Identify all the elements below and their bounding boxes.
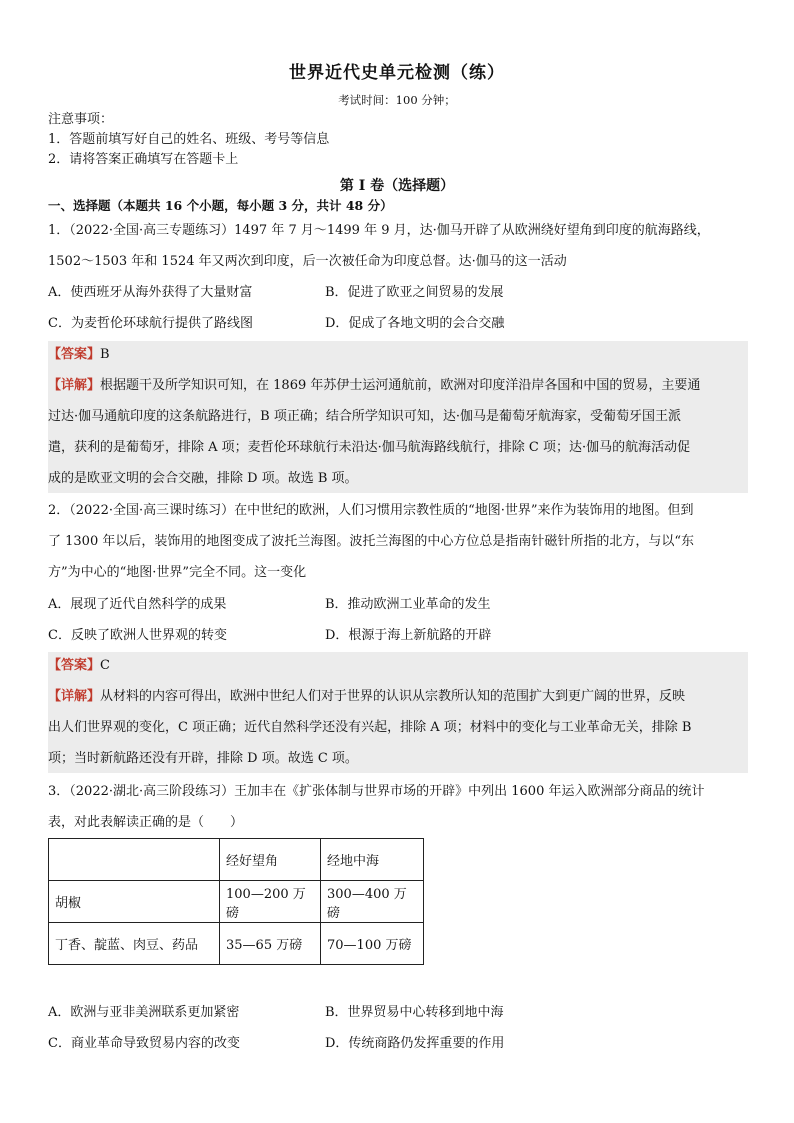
table-header-cell: 经好望角 bbox=[220, 839, 321, 881]
q1-detail-line-4: 成的是欧亚文明的会合交融，排除 D 项。故选 B 项。 bbox=[48, 471, 358, 486]
q1-option-d: D．促成了各地文明的会合交融 bbox=[325, 316, 505, 331]
table-cell: 300—400 万磅 bbox=[321, 881, 424, 923]
q1-detail-line-2: 过达·伽马通航印度的这条航路进行，B 项正确；结合所学知识可知，达·伽马是葡萄牙航海家，受葡萄牙国王派 bbox=[48, 409, 681, 424]
exam-time: 考试时间：100 分钟； bbox=[338, 93, 456, 107]
q1-detail-line-1 bbox=[48, 377, 748, 395]
detail-text: 根据题干及所学知识可知，在 1869 年苏伊士运河通航前，欧洲对印度洋沿岸各国和中国的贸易，主要通 bbox=[100, 378, 701, 393]
statistics-table bbox=[48, 838, 424, 965]
detail-tag: 【详解】 bbox=[48, 689, 101, 704]
q2-stem-line-1: 2．（2022·全国·高三课时练习）在中世纪的欧洲，人们习惯用宗教性质的“地图·世界”来作为装饰用的地图。但到 bbox=[48, 503, 694, 518]
q2-detail-line-1 bbox=[48, 688, 748, 706]
part-title: 一、选择题（本题共 16 个小题，每小题 3 分，共计 48 分） bbox=[48, 198, 393, 213]
q2-option-c: C．反映了欧洲人世界观的转变 bbox=[48, 628, 227, 643]
table-header-cell: 经地中海 bbox=[321, 839, 424, 881]
q2-option-b: B．推动欧洲工业革命的发生 bbox=[325, 597, 491, 612]
table-cell: 丁香、靛蓝、肉豆、药品 bbox=[49, 923, 220, 965]
q1-detail-line-3: 遣，获利的是葡萄牙，排除 A 项；麦哲伦环球航行未沿达·伽马航海路线航行，排除 C 项；达·伽马的航海活动促 bbox=[48, 440, 691, 455]
q2-stem-line-3: 方”为中心的“地图·世界”完全不同。这一变化 bbox=[48, 565, 307, 580]
q2-detail-line-2: 出人们世界观的变化，C 项正确；近代自然科学还没有兴起，排除 A 项；材料中的变化与工业革命无关，排除 B bbox=[48, 720, 692, 735]
q1-stem-line-2: 1502～1503 年和 1524 年又两次到印度，后一次被任命为印度总督。达·伽马的这一活动 bbox=[48, 254, 567, 269]
table-header-cell bbox=[49, 839, 220, 881]
q3-stem-line-2: 表，对此表解读正确的是（ ） bbox=[48, 815, 244, 830]
detail-tag: 【详解】 bbox=[48, 378, 101, 393]
q3-option-d: D．传统商路仍发挥重要的作用 bbox=[325, 1036, 505, 1051]
q3-option-b: B．世界贸易中心转移到地中海 bbox=[325, 1005, 504, 1020]
answer-tag: 【答案】 bbox=[48, 347, 101, 362]
q1-option-b: B．促进了欧亚之间贸易的发展 bbox=[325, 285, 504, 300]
notes-item-2: 2．请将答案正确填写在答题卡上 bbox=[48, 152, 239, 167]
q2-stem-line-2: 了 1300 年以后，装饰用的地图变成了波托兰海图。波托兰海图的中心方位总是指南针磁针所指的北方，与以“东 bbox=[48, 534, 694, 549]
detail-text: 从材料的内容可得出，欧洲中世纪人们对于世界的认识从宗教所认知的范围扩大到更广阔的世界，反映 bbox=[100, 689, 686, 704]
table-cell: 胡椒 bbox=[49, 881, 220, 923]
answer-value: C bbox=[100, 658, 110, 673]
q1-option-a: A．使西班牙从海外获得了大量财富 bbox=[48, 285, 253, 300]
q3-stem-line-1: 3．（2022·湖北·高三阶段练习）王加丰在《扩张体制与世界市场的开辟》中列出 1600 年运入欧洲部分商品的统计 bbox=[48, 784, 705, 799]
notes-item-1: 1．答题前填写好自己的姓名、班级、考号等信息 bbox=[48, 132, 330, 147]
table-header-row bbox=[49, 839, 424, 881]
q1-answer bbox=[48, 346, 748, 364]
q2-option-a: A．展现了近代自然科学的成果 bbox=[48, 597, 227, 612]
q2-detail-line-3: 项；当时新航路还没有开辟，排除 D 项。故选 C 项。 bbox=[48, 751, 358, 766]
section-title: 第 I 卷（选择题） bbox=[339, 178, 455, 194]
answer-tag: 【答案】 bbox=[48, 658, 101, 673]
q2-option-d: D．根源于海上新航路的开辟 bbox=[325, 628, 492, 643]
table-cell: 70—100 万磅 bbox=[321, 923, 424, 965]
q3-option-a: A．欧洲与亚非美洲联系更加紧密 bbox=[48, 1005, 240, 1020]
q1-stem-line-1: 1．（2022·全国·高三专题练习）1497 年 7 月～1499 年 9 月，达·伽马开辟了从欧洲绕好望角到印度的航海路线， bbox=[48, 223, 710, 238]
page-title: 世界近代史单元检测（练） bbox=[289, 63, 505, 83]
table-cell: 35—65 万磅 bbox=[220, 923, 321, 965]
table-row bbox=[49, 881, 424, 923]
q1-option-c: C．为麦哲伦环球航行提供了路线图 bbox=[48, 316, 253, 331]
q3-option-c: C．商业革命导致贸易内容的改变 bbox=[48, 1036, 240, 1051]
notes-heading: 注意事项： bbox=[48, 112, 114, 127]
answer-value: B bbox=[100, 347, 110, 362]
table-cell: 100—200 万磅 bbox=[220, 881, 321, 923]
q2-answer bbox=[48, 657, 748, 675]
table-row bbox=[49, 923, 424, 965]
